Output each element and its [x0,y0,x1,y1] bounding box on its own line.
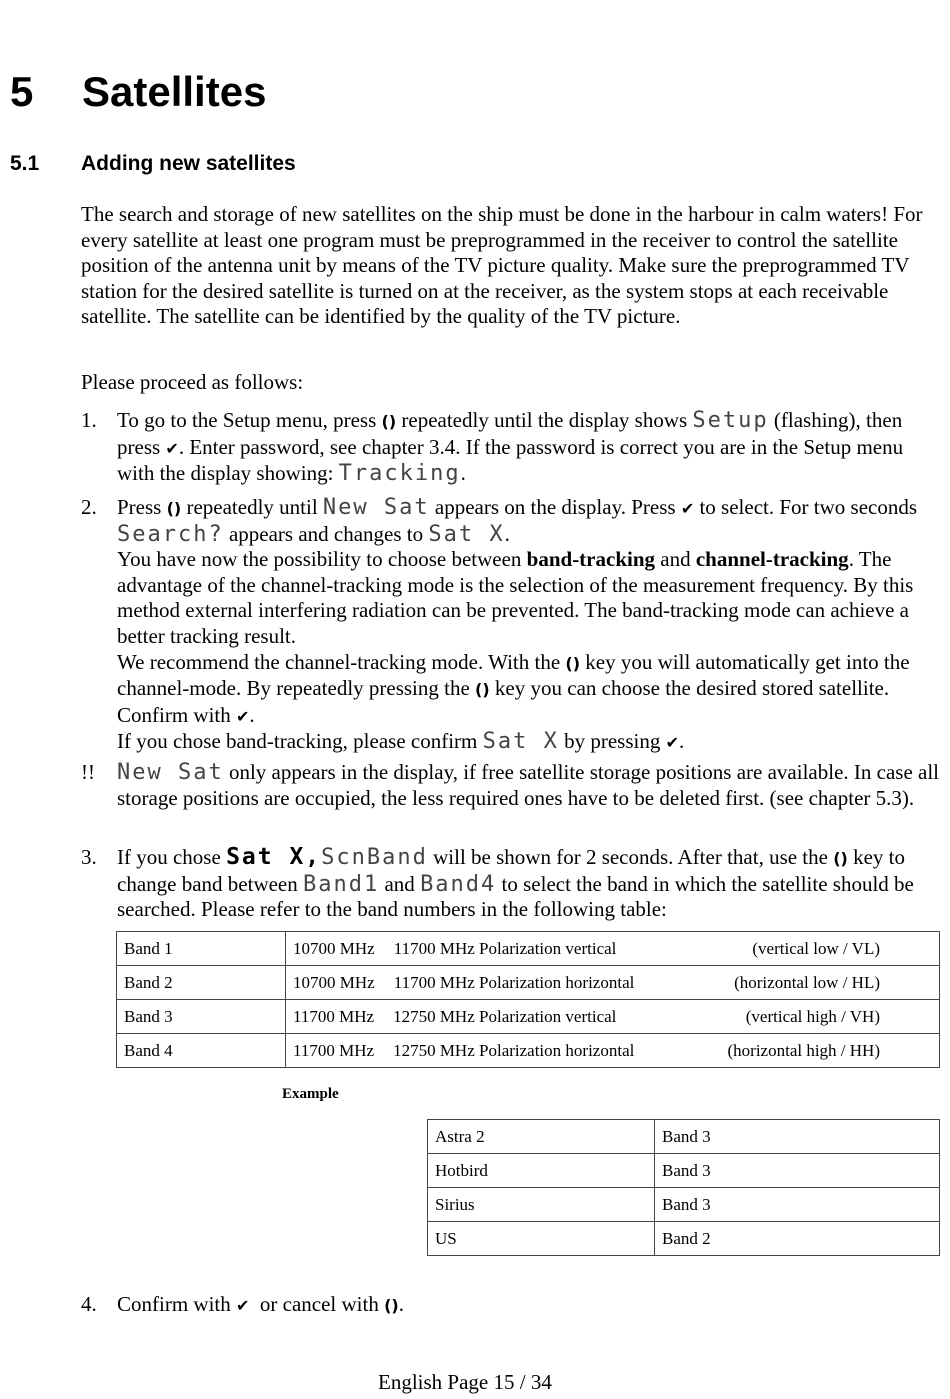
cycle-key-icon: () [475,680,490,700]
display-sat-x: Sat X [482,729,559,755]
step-number: 4. [81,1292,97,1316]
table-row [117,1000,940,1034]
table-row [428,1120,940,1154]
freq-to: 11700 MHz [393,938,475,958]
example-table [427,1119,940,1256]
proceed-text: Please proceed as follows: [81,370,304,394]
step-text: Confirm with [117,1292,236,1316]
cycle-key-icon: () [384,1296,399,1315]
step-4 [81,1292,941,1319]
polarization: Polarization vertical [479,938,617,958]
freq-to: 12750 MHz [393,1040,475,1060]
chapter-number: 5 [10,68,34,115]
freq-from: 10700 MHz [293,972,375,992]
table-row [117,1034,940,1068]
step-1 [81,408,941,487]
display-scnband: ScnBand [321,845,428,870]
step-text: key you will automatically get into the channel-mode. By repeatedly pressing the [117,649,910,701]
display-tracking: Tracking [338,461,461,487]
satellite-cell: US [428,1222,655,1256]
band-cell: Band 2 [117,966,286,1000]
section-title: Adding new satellites [81,152,296,175]
table-row [117,932,940,966]
step-text: . [504,521,510,546]
satellite-cell: Hotbird [428,1154,655,1188]
checkmark-key-icon: ✔ [165,438,179,458]
band-table [116,931,940,1068]
display-setup: Setup [692,408,769,433]
display-sat-x: Sat X [428,521,505,547]
checkmark-key-icon: ✔ [236,1296,250,1315]
frequency-cell [286,966,940,1000]
example-label: Example [282,1086,339,1102]
cycle-key-icon: () [565,653,581,673]
polarization: Polarization horizontal [479,972,635,992]
step-text: will be shown for 2 seconds. After that, use the [427,845,834,869]
frequency-cell [286,1000,940,1034]
display-new-sat: New Sat [117,760,224,785]
note [81,760,941,811]
step-text: by pressing [558,729,666,754]
band-cell: Band 3 [117,1000,286,1034]
band-cell: Band 3 [655,1120,940,1154]
freq-from: 10700 MHz [293,938,375,958]
band-cell: Band 1 [117,932,286,966]
band-cell: Band 2 [655,1222,940,1256]
step-text: and [379,871,421,896]
step-number: 1. [81,408,97,432]
step-text: to select. For two seconds [694,495,918,519]
band-cell: Band 3 [655,1188,940,1222]
note-mark: !! [81,760,95,784]
polarization-code: (vertical high / VH) [745,1006,880,1026]
step-text: or cancel with [249,1292,385,1316]
step-text: key you can choose the desired stored satellite. Confirm with [117,676,890,727]
display-new-sat: New Sat [322,495,430,520]
step-text: key to change band between [117,845,905,896]
chapter-heading [10,68,266,116]
checkmark-key-icon: ✔ [236,706,250,726]
step-text: . The advantage of the channel-tracking mode is the selection of the measurement frequency. By this method external interfering radiation can be prevented. The band-tracking mode can achieve a better tracking result. [117,547,914,648]
step-3 [81,845,941,923]
step-number: 2. [81,495,97,519]
step-number: 3. [81,845,97,869]
note-text: only appears in the display, if free satellite storage positions are available. In case all storage positions are occupied, the less required ones have to be deleted first. (see chapter 5.3). [117,760,940,810]
freq-from: 11700 MHz [293,1040,375,1060]
freq-to: 12750 MHz [393,1006,475,1026]
polarization: Polarization vertical [479,1006,617,1026]
step-text: If you chose [117,845,227,869]
section-heading [10,152,296,176]
table-row [428,1154,940,1188]
step-text: repeatedly until the display shows [396,408,693,432]
step-text: appears on the display. Press [429,495,681,519]
step-text: . [460,461,466,486]
polarization-code: (vertical low / VL) [752,938,880,958]
polarization-code: (horizontal low / HL) [734,972,880,992]
channel-tracking-term: channel-tracking [695,547,849,572]
satellite-cell: Astra 2 [428,1120,655,1154]
display-band4: Band4 [420,871,497,897]
display-band1: Band1 [303,871,380,897]
step-text: . [398,1292,404,1316]
table-row [117,966,940,1000]
table-row [428,1188,940,1222]
freq-to: 11700 MHz [393,972,475,992]
checkmark-key-icon: ✔ [680,499,695,518]
step-text: to select the band in which the satellite should be searched. Please refer to the band numbers in the following table: [117,871,914,922]
step-text: . Enter password, see chapter 3.4. If the password is correct you are in the Setup menu with the display showing: [117,434,904,486]
cycle-key-icon: () [166,499,182,518]
polarization: Polarization horizontal [479,1040,635,1060]
step-text: . [679,729,685,754]
step-text: (flashing), then press [117,408,903,459]
step-text: and [655,547,696,572]
step-text: Press [117,495,167,519]
checkmark-key-icon: ✔ [665,733,680,753]
intro-paragraph: The search and storage of new satellites on the ship must be done in the harbour in calm waters! For every satellite at least one program must be preprogrammed in the receiver to control the satellite position of the antenna unit by means of the TV picture quality. Make sure the preprogrammed TV station for the desired satellite is turned on at the receiver, as the system stops at each receivable satellite. The satellite can be identified by the quality of the TV picture. [81,202,923,329]
cycle-key-icon: () [833,849,848,868]
band-tracking-term: band-tracking [526,547,656,572]
satellite-cell: Sirius [428,1188,655,1222]
cycle-key-icon: () [381,412,397,431]
step-text: If you chose band-tracking, please confirm [117,729,483,754]
step-text: We recommend the channel-tracking mode. With the [117,649,566,674]
band-cell: Band 3 [655,1154,940,1188]
step-text: To go to the Setup menu, press [117,408,382,432]
display-sat-x: Sat X, [226,844,322,870]
step-2 [81,495,941,756]
step-text: . [249,702,255,727]
freq-from: 11700 MHz [293,1006,375,1026]
frequency-cell [286,1034,940,1068]
step-text: appears and changes to [223,521,429,546]
frequency-cell [286,932,940,966]
chapter-title: Satellites [82,68,267,115]
band-cell: Band 4 [117,1034,286,1068]
section-number: 5.1 [10,152,40,175]
table-row [428,1222,940,1256]
display-search: Search? [117,521,224,547]
step-text: You have now the possibility to choose between [117,547,527,572]
polarization-code: (horizontal high / HH) [727,1040,880,1060]
page-footer: English Page 15 / 34 [378,1370,552,1394]
step-text: repeatedly until [181,495,323,519]
